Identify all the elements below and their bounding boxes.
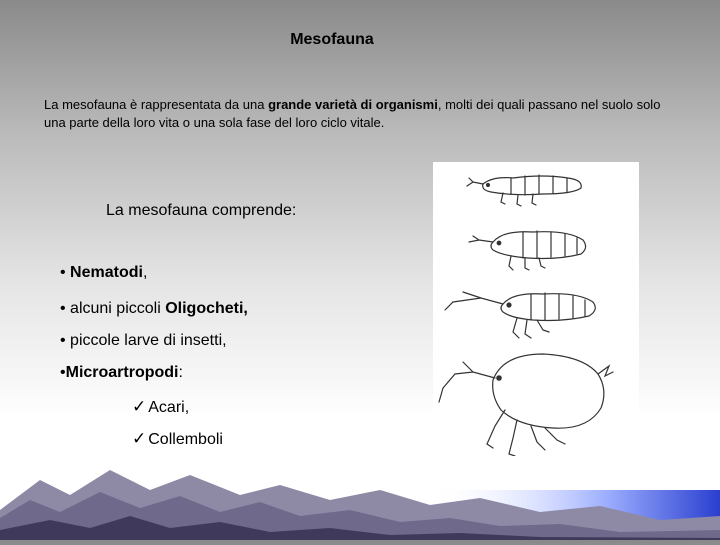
specimen-3-drawing xyxy=(445,292,595,338)
collembola-illustration xyxy=(433,162,639,456)
list-item-oligocheti: • alcuni piccoli Oligocheti, xyxy=(60,300,248,317)
list-item-larve: • piccole larve di insetti, xyxy=(60,332,227,349)
list-item-nematodi: • Nematodi, xyxy=(60,264,148,281)
intro-text-bold: grande varietà di organismi xyxy=(268,97,438,112)
sublist-item-acari: ✓ Acari, xyxy=(132,397,190,416)
specimen-2-drawing xyxy=(469,231,586,270)
intro-paragraph xyxy=(44,96,664,132)
sublist-item-collemboli: ✓ Collemboli xyxy=(132,429,223,448)
list-item-microartropodi: •Microartropodi: xyxy=(60,364,183,381)
intro-text-1: La mesofauna è rappresentata da una xyxy=(44,97,269,112)
check-icon: ✓ xyxy=(132,429,147,448)
slide-title: Mesofauna xyxy=(290,31,374,48)
intro-text-2: , molti dei quali passano nel suolo solo una parte della loro vita o una sola fase del loro ciclo vitale. xyxy=(44,97,661,130)
specimen-1-drawing xyxy=(467,175,581,206)
list-heading: La mesofauna comprende: xyxy=(106,202,297,219)
mountain-landscape-decoration xyxy=(0,440,720,540)
check-icon: ✓ xyxy=(132,397,147,416)
